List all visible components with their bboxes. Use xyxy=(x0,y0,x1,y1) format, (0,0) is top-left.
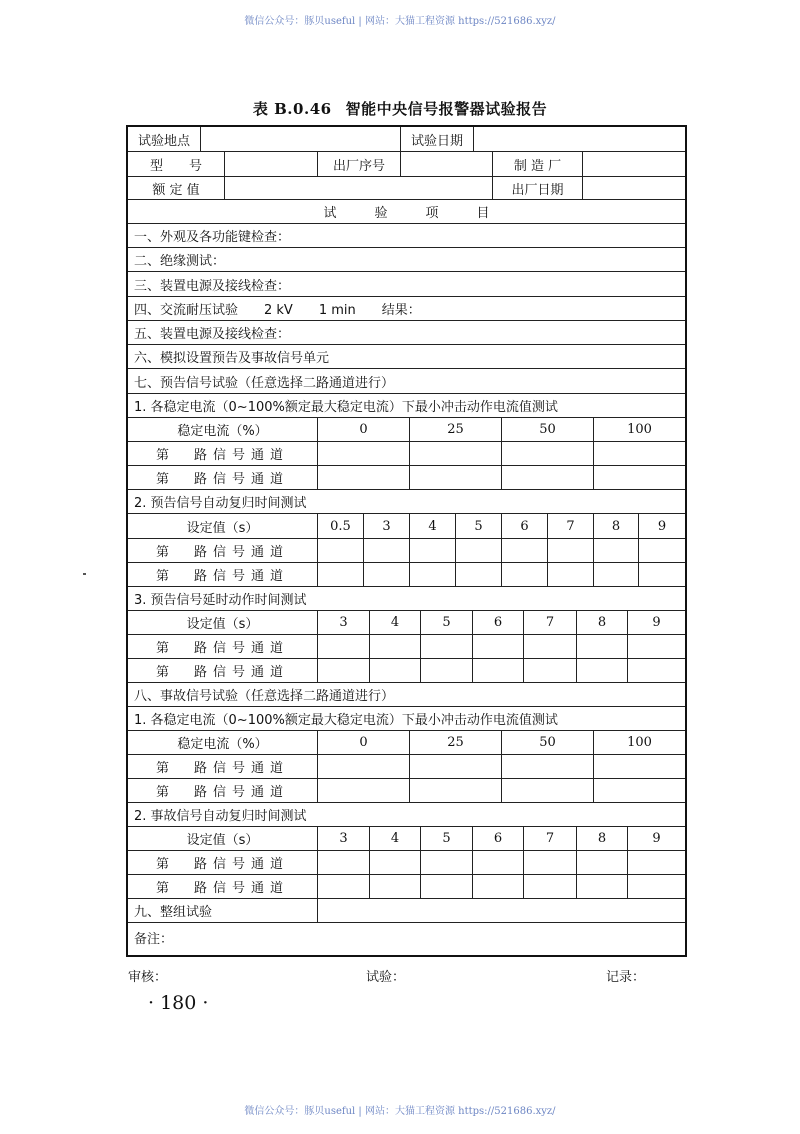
scan-artifact xyxy=(83,573,86,575)
value-cell[interactable] xyxy=(421,851,473,874)
row-warning-sec1-header xyxy=(128,418,685,442)
row-item-5 xyxy=(128,321,685,345)
warning-sec2-col: 6 xyxy=(502,514,548,538)
value-cell[interactable] xyxy=(628,635,685,658)
warning-sec2-col: 5 xyxy=(456,514,502,538)
value-cell[interactable] xyxy=(502,563,548,586)
value-cell[interactable] xyxy=(594,779,685,802)
channel-label: 第 路信号通道 xyxy=(128,466,318,489)
remarks-field[interactable] xyxy=(188,923,685,957)
fault-sec1-col: 100 xyxy=(627,735,652,750)
warning-sec3-col: 8 xyxy=(577,611,628,634)
row-fault-sec1-ch1 xyxy=(128,755,685,779)
value-cell[interactable] xyxy=(628,851,685,874)
group-test-field[interactable] xyxy=(318,899,685,922)
channel-label: 第 路信号通道 xyxy=(128,779,318,802)
value-cell[interactable] xyxy=(594,442,685,465)
value-cell[interactable] xyxy=(473,635,524,658)
channel-label: 第 路信号通道 xyxy=(128,875,318,898)
value-cell[interactable] xyxy=(502,779,594,802)
item-ac-withstand: 四、交流耐压试验 2 kV 1 min 结果： xyxy=(134,303,421,318)
row-fault-sec2-header xyxy=(128,827,685,851)
value-cell[interactable] xyxy=(473,659,524,682)
value-cell[interactable] xyxy=(370,851,421,874)
remarks-label: 备注： xyxy=(134,932,174,947)
value-cell[interactable] xyxy=(364,539,410,562)
value-cell[interactable] xyxy=(594,466,685,489)
fault-sec2-col: 7 xyxy=(524,827,577,850)
row-warning-sec3-ch2 xyxy=(128,659,685,683)
fault-sec2-col: 4 xyxy=(370,827,421,850)
value-cell[interactable] xyxy=(410,442,502,465)
warning-sec1-col: 50 xyxy=(502,418,594,441)
row-item-6 xyxy=(128,345,685,369)
fault-sec2-title: 2. 事故信号自动复归时间测试 xyxy=(134,809,307,824)
row-warning-sec3-header xyxy=(128,611,685,635)
fault-sec2-col: 5 xyxy=(421,827,473,850)
row-fault-sec1-title xyxy=(128,707,685,731)
group-test-label: 九、整组试验 xyxy=(128,899,318,922)
items-header: 试验项目 xyxy=(323,206,528,221)
fault-title: 八、事故信号试验（任意选择二路通道进行） xyxy=(134,689,395,704)
rating-field[interactable] xyxy=(225,177,493,199)
value-cell[interactable] xyxy=(524,659,577,682)
warning-sec3-col: 5 xyxy=(421,611,473,634)
item-power-wiring: 三、装置电源及接线检查： xyxy=(134,278,291,294)
model-field[interactable] xyxy=(225,152,318,176)
fault-sec1-col: 50 xyxy=(502,731,594,754)
page-number: · 180 · xyxy=(148,992,209,1014)
value-cell[interactable] xyxy=(370,659,421,682)
value-cell[interactable] xyxy=(318,779,410,802)
model-label: 型 号 xyxy=(128,152,225,176)
warning-sec3-col: 6 xyxy=(473,611,524,634)
value-cell[interactable] xyxy=(318,466,410,489)
value-cell[interactable] xyxy=(502,755,594,778)
test-report-form xyxy=(126,125,687,957)
mfg-date-label: 出厂日期 xyxy=(493,177,583,199)
value-cell[interactable] xyxy=(410,755,502,778)
value-cell[interactable] xyxy=(421,659,473,682)
row-group-test xyxy=(128,899,685,923)
value-cell[interactable] xyxy=(594,563,639,586)
row-item-3 xyxy=(128,272,685,297)
warning-sec3-col: 3 xyxy=(318,611,370,634)
fault-sec2-col: 8 xyxy=(577,827,628,850)
warning-sec2-col: 9 xyxy=(657,518,667,534)
warning-sec3-col: 7 xyxy=(524,611,577,634)
row-model xyxy=(128,152,685,177)
warning-sec2-col: 0.5 xyxy=(318,514,364,538)
row-item-7 xyxy=(128,369,685,394)
warning-sec1-col: 0 xyxy=(318,418,410,441)
row-item-2 xyxy=(128,248,685,272)
value-cell[interactable] xyxy=(502,442,594,465)
value-cell[interactable] xyxy=(456,563,502,586)
value-cell[interactable] xyxy=(502,466,594,489)
mfg-date-field[interactable] xyxy=(583,177,685,199)
channel-label: 第 路信号通道 xyxy=(128,851,318,874)
warning-sec3-header-label: 设定值（s） xyxy=(128,611,318,634)
test-signature-label: 试验： xyxy=(366,970,406,985)
warning-sec2-title: 2. 预告信号自动复归时间测试 xyxy=(134,496,307,511)
warning-sec3-col: 9 xyxy=(652,615,661,630)
site-label: 试验地点 xyxy=(128,127,201,151)
item-appearance: 一、外观及各功能键检查： xyxy=(134,230,291,245)
warning-sec2-col: 4 xyxy=(410,514,456,538)
table-code: 表 B.0.46 xyxy=(252,100,332,118)
warning-sec1-col: 25 xyxy=(410,418,502,441)
warning-sec2-col: 7 xyxy=(548,514,594,538)
serial-field[interactable] xyxy=(401,152,493,176)
value-cell[interactable] xyxy=(473,875,524,898)
value-cell[interactable] xyxy=(318,851,370,874)
site-field[interactable] xyxy=(201,127,401,151)
row-fault-sec2-title xyxy=(128,803,685,827)
warning-sec3-title: 3. 预告信号延时动作时间测试 xyxy=(134,593,307,608)
channel-label: 第 路信号通道 xyxy=(128,635,318,658)
value-cell[interactable] xyxy=(410,779,502,802)
row-fault-title xyxy=(128,683,685,707)
value-cell[interactable] xyxy=(370,875,421,898)
watermark-bottom: 微信公众号：豚贝useful | 网站：大猫工程资源 https://521686.xyz/ xyxy=(244,1106,556,1117)
value-cell[interactable] xyxy=(639,539,685,562)
value-cell[interactable] xyxy=(364,563,410,586)
row-fault-sec2-ch1 xyxy=(128,851,685,875)
rating-label: 额 定 值 xyxy=(128,177,225,199)
row-remarks xyxy=(128,923,685,957)
row-fault-sec2-ch2 xyxy=(128,875,685,899)
row-warning-sec2-title xyxy=(128,490,685,514)
fault-sec2-col: 9 xyxy=(652,831,661,846)
value-cell[interactable] xyxy=(318,755,410,778)
table-name: 智能中央信号报警器试验报告 xyxy=(345,100,548,118)
warning-sec3-col: 4 xyxy=(370,611,421,634)
value-cell[interactable] xyxy=(318,442,410,465)
value-cell[interactable] xyxy=(524,635,577,658)
row-rating xyxy=(128,177,685,200)
value-cell[interactable] xyxy=(318,539,364,562)
value-cell[interactable] xyxy=(421,875,473,898)
value-cell[interactable] xyxy=(410,539,456,562)
value-cell[interactable] xyxy=(594,755,685,778)
row-fault-sec1-ch2 xyxy=(128,779,685,803)
warning-sec1-col: 100 xyxy=(627,422,652,437)
row-warning-sec1-title xyxy=(128,394,685,418)
review-signature-label: 审核： xyxy=(128,970,168,985)
value-cell[interactable] xyxy=(524,875,577,898)
value-cell[interactable] xyxy=(577,851,628,874)
serial-label: 出厂序号 xyxy=(318,152,401,176)
value-cell[interactable] xyxy=(456,539,502,562)
channel-label: 第 路信号通道 xyxy=(128,659,318,682)
value-cell[interactable] xyxy=(548,563,594,586)
channel-label: 第 路信号通道 xyxy=(128,539,318,562)
row-warning-sec2-ch2 xyxy=(128,563,685,587)
channel-label: 第 路信号通道 xyxy=(128,442,318,465)
value-cell[interactable] xyxy=(628,875,685,898)
warning-sec1-header-label: 稳定电流（%） xyxy=(128,418,318,441)
channel-label: 第 路信号通道 xyxy=(128,563,318,586)
value-cell[interactable] xyxy=(594,539,639,562)
value-cell[interactable] xyxy=(577,635,628,658)
row-warning-sec3-title xyxy=(128,587,685,611)
fault-sec1-col: 0 xyxy=(318,731,410,754)
date-field[interactable] xyxy=(474,127,685,151)
watermark-top: 微信公众号：豚贝useful | 网站：大猫工程资源 https://521686.xyz/ xyxy=(244,16,556,27)
row-warning-sec3-ch1 xyxy=(128,635,685,659)
value-cell[interactable] xyxy=(410,466,502,489)
item-warning-signal-test: 七、预告信号试验（任意选择二路通道进行） xyxy=(134,375,395,391)
value-cell[interactable] xyxy=(318,659,370,682)
item-simulate-units: 六、模拟设置预告及事故信号单元 xyxy=(134,351,330,366)
value-cell[interactable] xyxy=(318,563,364,586)
fault-sec1-title: 1. 各稳定电流（0~100%额定最大稳定电流）下最小冲击动作电流值测试 xyxy=(134,713,558,728)
maker-label: 制 造 厂 xyxy=(493,152,583,176)
date-label: 试验日期 xyxy=(401,127,474,151)
value-cell[interactable] xyxy=(628,659,685,682)
warning-sec2-header-label: 设定值（s） xyxy=(128,514,318,538)
value-cell[interactable] xyxy=(473,851,524,874)
value-cell[interactable] xyxy=(370,635,421,658)
page-title xyxy=(0,98,800,119)
value-cell[interactable] xyxy=(318,875,370,898)
row-warning-sec1-ch2 xyxy=(128,466,685,490)
item-insulation: 二、绝缘测试： xyxy=(134,254,226,269)
row-item-1 xyxy=(128,224,685,248)
fault-sec2-header-label: 设定值（s） xyxy=(128,827,318,850)
value-cell[interactable] xyxy=(502,539,548,562)
item-power-wiring-2: 五、装置电源及接线检查： xyxy=(134,327,291,342)
value-cell[interactable] xyxy=(639,563,685,586)
row-warning-sec2-header xyxy=(128,514,685,539)
row-fault-sec1-header xyxy=(128,731,685,755)
fault-sec2-col: 3 xyxy=(318,827,370,850)
value-cell[interactable] xyxy=(410,563,456,586)
row-warning-sec2-ch1 xyxy=(128,539,685,563)
maker-field[interactable] xyxy=(583,152,685,176)
value-cell[interactable] xyxy=(524,851,577,874)
warning-sec1-title: 1. 各稳定电流（0~100%额定最大稳定电流）下最小冲击动作电流值测试 xyxy=(134,400,558,415)
fault-sec1-col: 25 xyxy=(410,731,502,754)
row-site-date xyxy=(128,127,685,152)
value-cell[interactable] xyxy=(577,659,628,682)
fault-sec2-col: 6 xyxy=(473,827,524,850)
value-cell[interactable] xyxy=(577,875,628,898)
row-warning-sec1-ch1 xyxy=(128,442,685,466)
warning-sec2-col: 8 xyxy=(594,514,639,538)
value-cell[interactable] xyxy=(421,635,473,658)
row-items-header xyxy=(128,200,685,224)
record-signature-label: 记录： xyxy=(606,970,646,985)
value-cell[interactable] xyxy=(318,635,370,658)
row-item-4 xyxy=(128,297,685,321)
warning-sec2-col: 3 xyxy=(364,514,410,538)
channel-label: 第 路信号通道 xyxy=(128,755,318,778)
value-cell[interactable] xyxy=(548,539,594,562)
fault-sec1-header-label: 稳定电流（%） xyxy=(128,731,318,754)
